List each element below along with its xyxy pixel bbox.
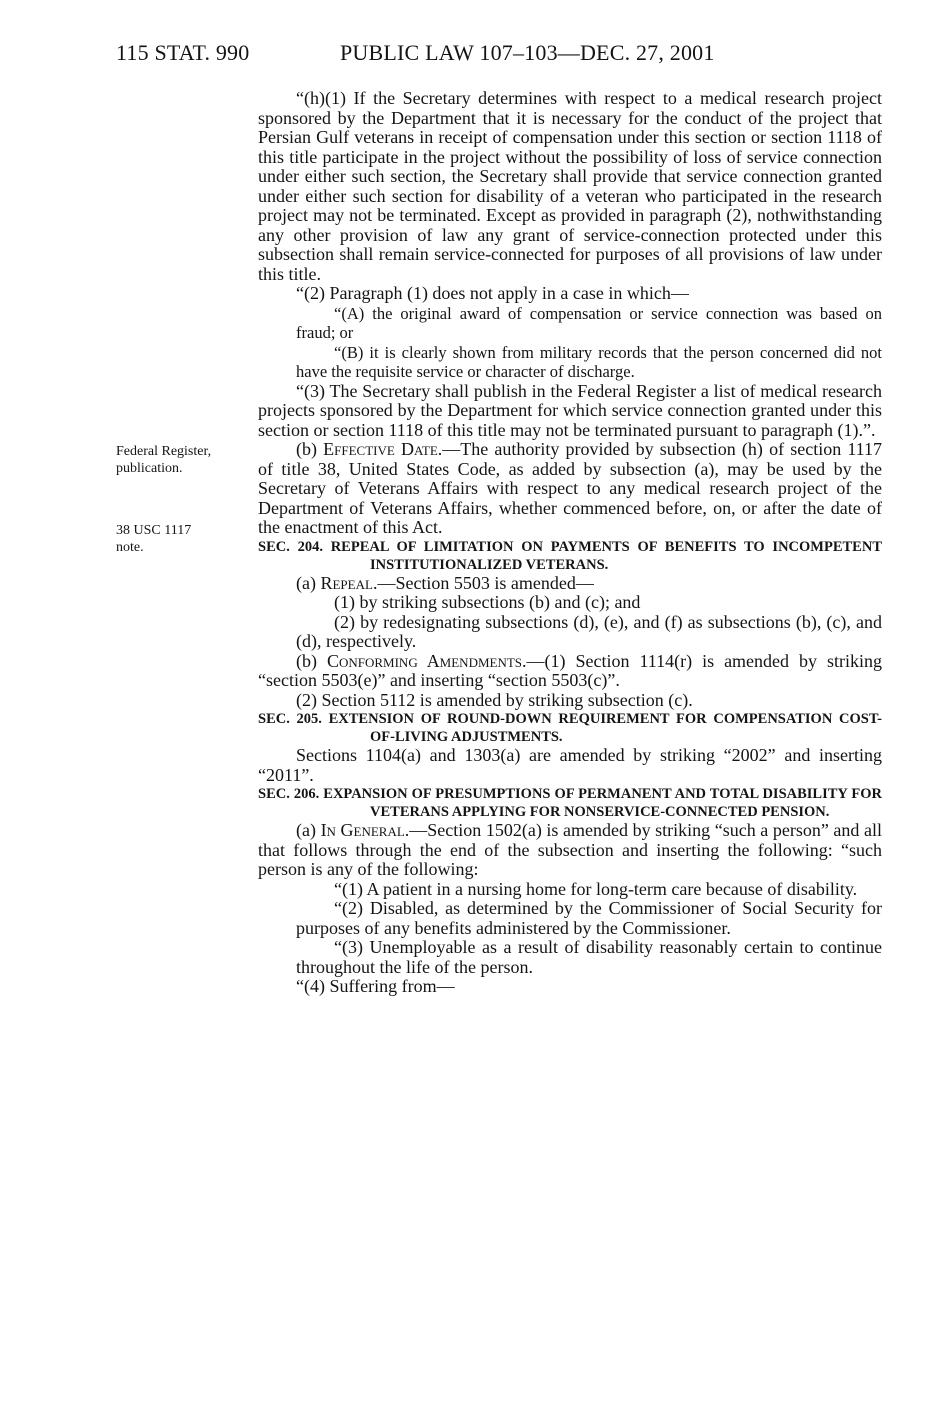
paragraph-204-b xyxy=(258,652,882,691)
subsection-text: .—Section 5503 is amended— xyxy=(372,572,594,593)
subsection-caption: Conforming Amendments xyxy=(326,650,523,671)
section-204-heading: SEC. 204. REPEAL OF LIMITATION ON PAYMENTS OF BENEFITS TO INCOMPETENT INSTITUTIONALIZED VETERANS. xyxy=(258,538,882,573)
paragraph-204-a1: (1) by striking subsections (b) and (c); and xyxy=(334,592,641,612)
paragraph-206-4: “(4) Suffering from— xyxy=(296,976,455,996)
subsection-text: .—(1) Section 1114(r) is amended by striking “section 5503(e)” and inserting “section 5503(c)”. xyxy=(258,650,882,690)
margin-note-line: Federal Register, xyxy=(116,444,212,459)
subsection-label: (a) xyxy=(296,820,321,840)
subsection-text: .—The authority provided by subsection (h) of section 1117 of title 38, United States Code, as added by subsection (a), may be used by the Secretary of Veterans Affairs with respect to any medical research project of the Department of Veterans Affairs, whether commenced before, on, or after the date of the enactment of this Act. xyxy=(258,439,882,537)
subsection-label: (b) xyxy=(296,439,324,459)
margin-note-line: 38 USC 1117 xyxy=(116,523,192,538)
paragraph-h1: “(h)(1) If the Secretary determines with respect to a medical research project sponsored by the Department that it is necessary for the conduct of the project that Persian Gulf veterans in receipt of compensation under this section or section 1118 of this title participate in the project without the possibility of loss of service connection under either such section, the Secretary shall provide that service connection granted under either such section for disability of a veteran who participated in the research project may not be terminated. Except as provided in paragraph (2), nothwithstanding any other provision of law any grant of service-connection protected under this subsection shall remain service-connected for purposes of all provisions of law under this title. xyxy=(258,88,882,284)
margin-note-line: note. xyxy=(116,540,144,555)
section-205-heading: SEC. 205. EXTENSION OF ROUND-DOWN REQUIREMENT FOR COMPENSATION COST-OF-LIVING ADJUSTMENTS. xyxy=(258,711,882,745)
paragraph-h3: “(3) The Secretary shall publish in the Federal Register a list of medical research projects sponsored by the Department for which service connection granted under this section or section 1118 of this title may not be terminated pursuant to paragraph (1).”. xyxy=(258,380,882,440)
paragraph-206-3: “(3) Unemployable as a result of disability reasonably certain to continue throughout the life of the person. xyxy=(296,937,882,977)
body-text xyxy=(258,89,882,997)
paragraph-206-1: “(1) A patient in a nursing home for long-term care because of disability. xyxy=(334,878,858,899)
running-header xyxy=(0,40,940,70)
paragraph-h2: “(2) Paragraph (1) does not apply in a case in which— xyxy=(296,283,689,303)
subsection-caption: In General xyxy=(320,820,405,840)
paragraph-206-2: “(2) Disabled, as determined by the Commissioner of Social Security for purposes of any benefits administered by the Commissioner. xyxy=(296,898,882,938)
paragraph-205: Sections 1104(a) and 1303(a) are amended by striking “2002” and inserting “2011”. xyxy=(258,745,882,785)
paragraph-206-a xyxy=(258,821,882,880)
paragraph-204-a xyxy=(258,574,882,594)
margin-note-line: publication. xyxy=(116,461,183,476)
subsection-caption: Effective Date xyxy=(323,439,438,459)
margin-note-federal-register xyxy=(116,443,246,477)
paragraph-204-a2: (2) by redesignating subsections (d), (e), and (f) as subsections (b), (c), and (d), respectively. xyxy=(296,611,882,651)
subsection-label: (a) xyxy=(296,572,321,593)
public-law-reference: PUBLIC LAW 107–103—DEC. 27, 2001 xyxy=(340,40,715,65)
section-206-heading: SEC. 206. EXPANSION OF PRESUMPTIONS OF PERMANENT AND TOTAL DISABILITY FOR VETERANS APPLYING FOR NONSERVICE-CONNECTED PENSION. xyxy=(258,786,882,820)
subsection-text: .—Section 1502(a) is amended by striking “such a person” and all that follows through the end of the subsection and inserting the following: “such person is any of the following: xyxy=(258,820,882,879)
subsection-label: (b) xyxy=(296,650,327,671)
paragraph-h2b: “(B) it is clearly shown from military records that the person concerned did not have the requisite service or character of discharge. xyxy=(296,342,882,381)
margin-note-usc-citation xyxy=(116,522,246,556)
paragraph-204-b2: (2) Section 5112 is amended by striking subsection (c). xyxy=(296,689,693,710)
stat-reference: 115 STAT. 990 xyxy=(116,40,250,65)
subsection-caption: Repeal xyxy=(320,572,373,593)
paragraph-h2a: “(A) the original award of compensation or service connection was based on fraud; or xyxy=(296,303,882,342)
paragraph-effective-date xyxy=(258,440,882,538)
